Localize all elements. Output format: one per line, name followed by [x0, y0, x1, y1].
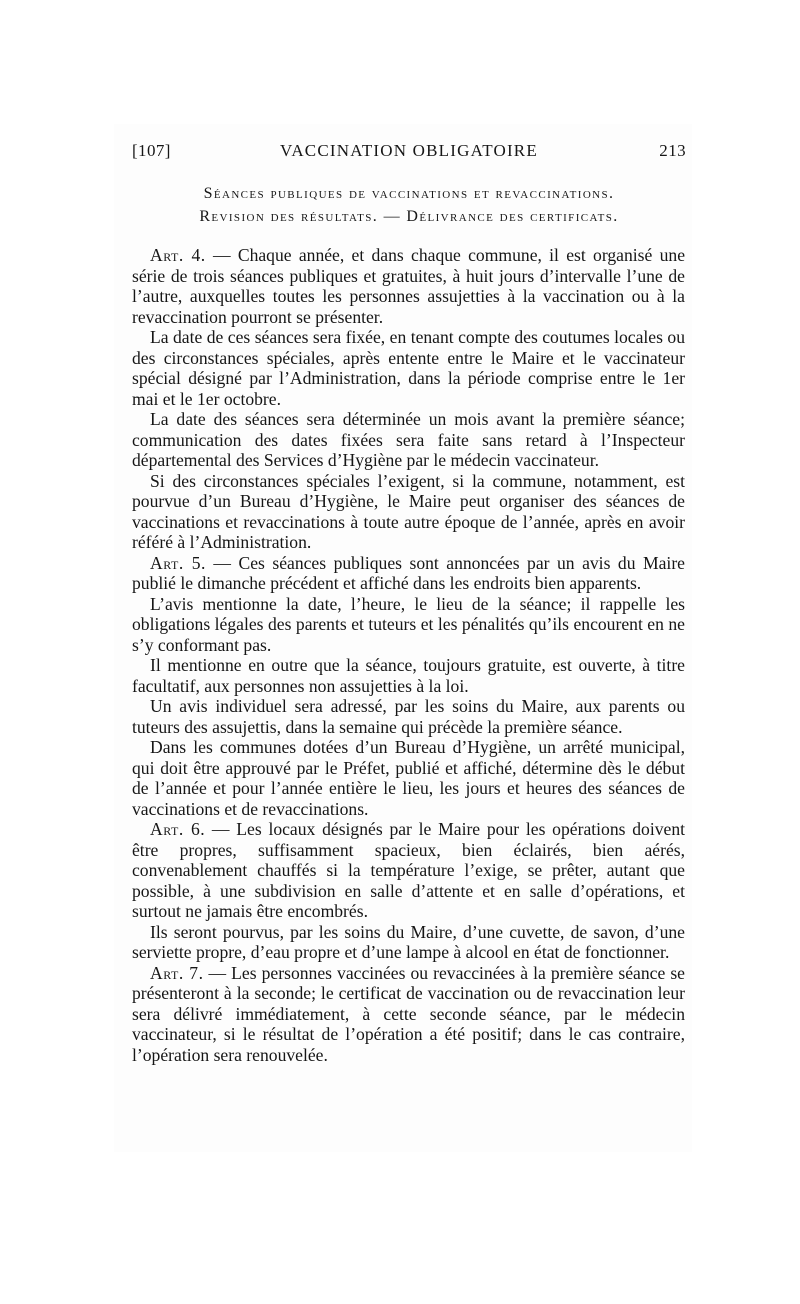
paragraph-text: Si des circonstances spéciales l’exigent, si la commune, notamment, est pourvue d’un Bureau d’Hygiène, le Maire peut organiser des séances de vaccinations et revaccinations à toute autre époque de l’année, après en avoir référé à l’Administration. [132, 470, 685, 552]
paragraph [132, 819, 685, 922]
paragraph-text: — Ces séances publiques sont annoncées par un avis du Maire publié le dimanche précédent et affiché dans les endroits bien apparents. [132, 552, 685, 593]
body-text [132, 245, 685, 1065]
paragraph-text: Il mentionne en outre que la séance, toujours gratuite, est ouverte, à titre facultatif, aux personnes non assujetties à la loi. [132, 655, 685, 696]
paragraph [132, 245, 685, 327]
paragraph-text: — Chaque année, et dans chaque commune, il est organisé une série de trois séances publiques et gratuites, à huit jours d’intervalle l’une de l’autre, auxquelles toutes les personnes assujetties à la vaccination ou à la revaccination pourront se présenter. [132, 245, 685, 327]
section-heading-line-1: Séances publiques de vaccinations et revaccinations. [203, 185, 615, 202]
paragraph-text: — Les locaux désignés par le Maire pour les opérations doivent être propres, suffisamment spacieux, bien éclairés, bien aérés, convenablement chauffés si la température l’exige, se prêter, autant que possible, à une subdivision en salle d’attente et en salle d’opérations, et surtout ne jamais être encombrés. [132, 819, 686, 921]
paragraph-text: La date de ces séances sera fixée, en tenant compte des coutumes locales ou des circonstances spéciales, après entente entre le Maire et le vaccinateur spécial désigné par l’Administration, dans la période comprise entre le 1er mai et le 1er octobre. [132, 327, 685, 409]
paragraph [132, 922, 685, 963]
article-label: Art. 7. [150, 962, 204, 983]
article-label: Art. 4. [150, 245, 206, 265]
paragraph [132, 655, 685, 696]
header-title: VACCINATION OBLIGATOIRE [280, 141, 538, 160]
page-number: 213 [659, 141, 686, 160]
paragraph-text: — Les personnes vaccinées ou revaccinées à la première séance se présenteront à la seconde; le certificat de vaccination ou de revaccination leur sera délivré immédiatement, à cette seconde séance, par le médecin vaccinateur, si le résultat de l’opération a été positif; dans le cas contraire, l’opération sera renouvelée. [132, 962, 685, 1065]
paragraph [132, 737, 685, 819]
paragraph-text: Ils seront pourvus, par les soins du Maire, d’une cuvette, de savon, d’une serviette propre, d’eau propre et d’une lampe à alcool en état de fonctionner. [132, 921, 685, 962]
paragraph [132, 594, 685, 656]
paragraph-text: Un avis individuel sera adressé, par les soins du Maire, aux parents ou tuteurs des assujettis, dans la semaine qui précède la première séance. [132, 696, 685, 737]
section-heading-line-2: Revision des résultats. — Délivrance des certificats. [199, 208, 619, 225]
paragraph [132, 409, 685, 471]
paragraph [132, 327, 685, 409]
header-bracket-number: [107] [132, 141, 171, 160]
paragraph [132, 963, 685, 1066]
paragraph [132, 553, 685, 594]
paragraph [132, 696, 685, 737]
article-label: Art. 6. [150, 819, 206, 839]
paragraph-text: Dans les communes dotées d’un Bureau d’Hygiène, un arrêté municipal, qui doit être approuvé par le Préfet, publié et affiché, détermine dès le début de l’année et pour l’année entière le lieu, les jours et heures des séances de vaccinations et de revaccinations. [132, 737, 685, 819]
paragraph-text: L’avis mentionne la date, l’heure, le lieu de la séance; il rappelle les obligations légales des parents et tuteurs et les pénalités qu’ils encourent en ne s’y conformant pas. [132, 593, 685, 655]
paragraph-text: La date des séances sera déterminée un mois avant la première séance; communication des dates fixées sera faite sans retard à l’Inspecteur départemental des Services d’Hygiène par le médecin vaccinateur. [132, 409, 685, 470]
article-label: Art. 5. [150, 552, 206, 573]
paragraph [132, 471, 685, 553]
running-head [132, 141, 686, 165]
